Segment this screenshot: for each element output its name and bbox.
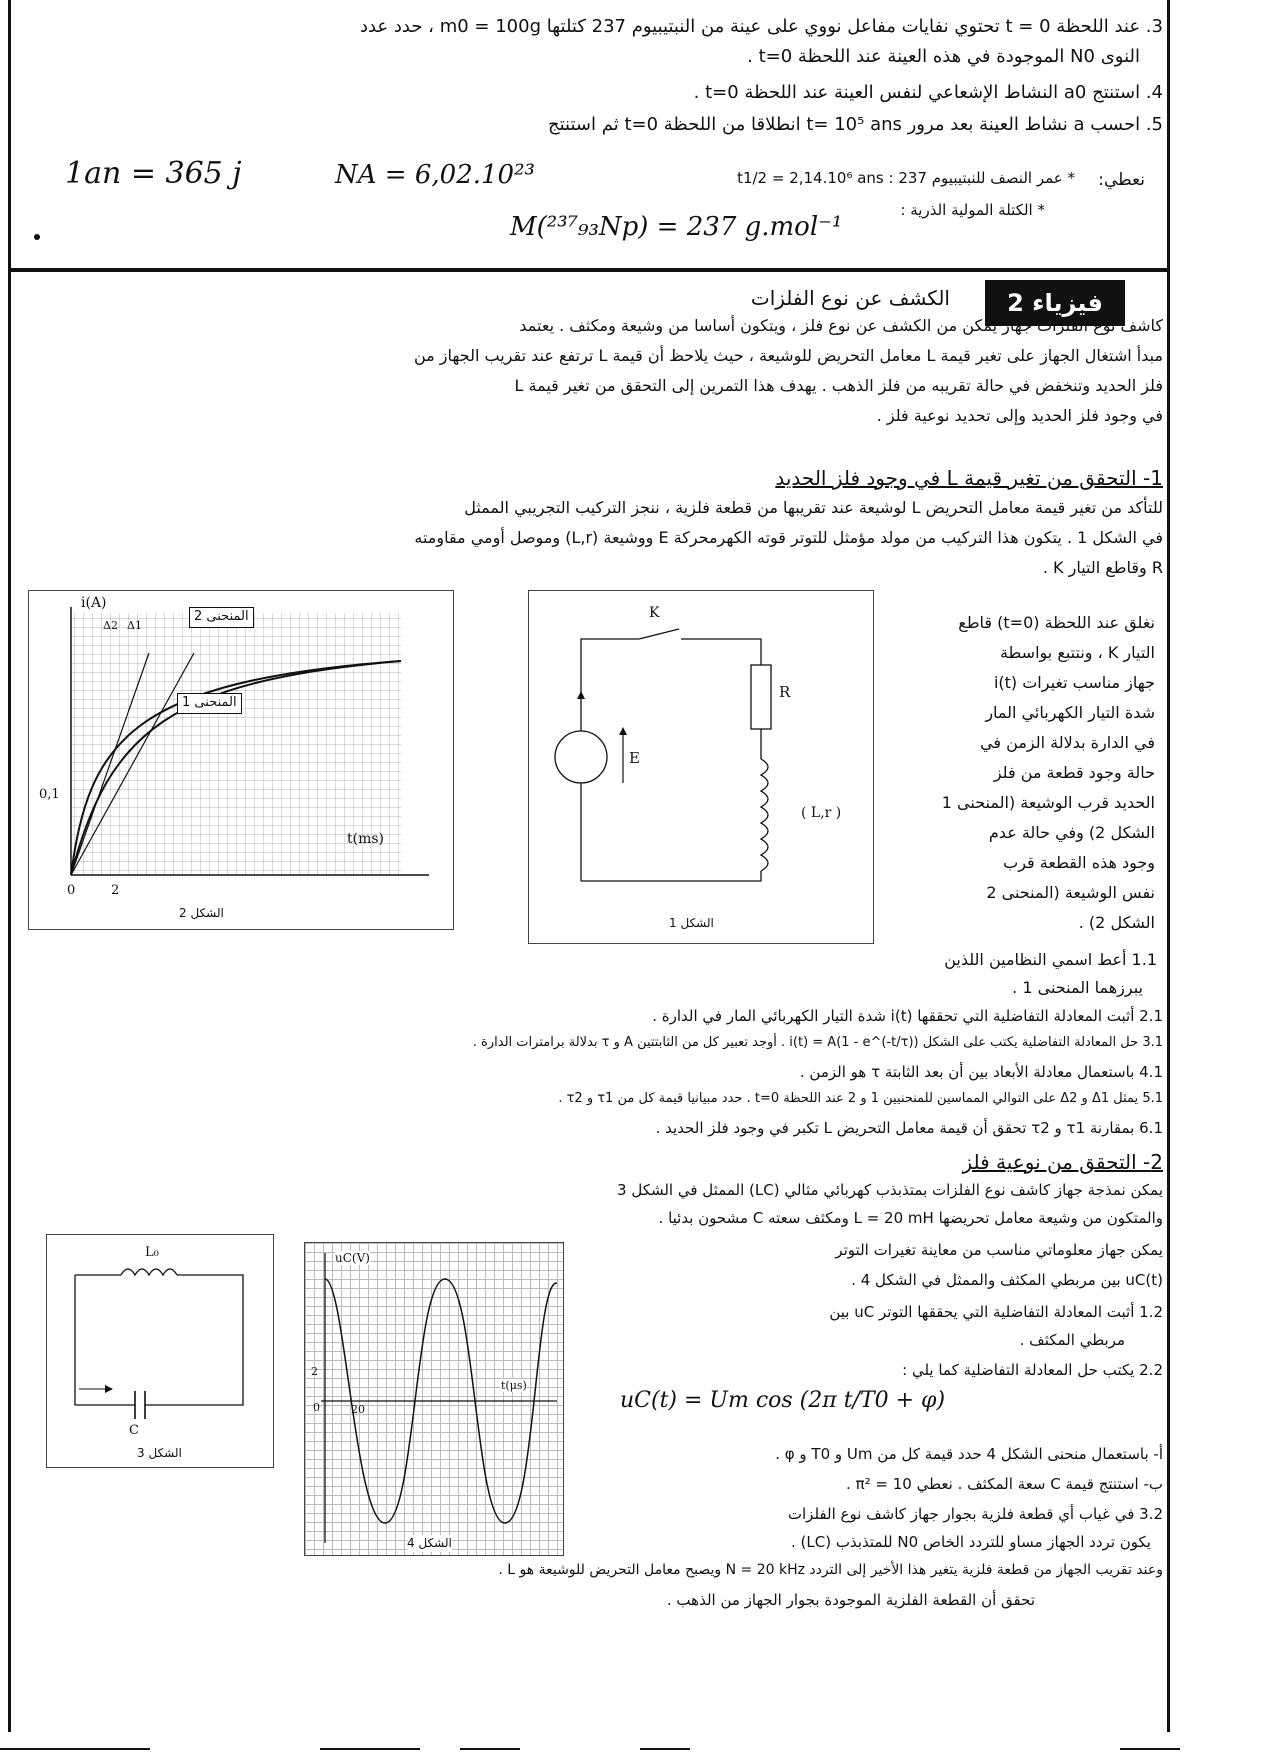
fig2-y-tick: 0,1 <box>39 787 60 802</box>
bullet-dot <box>34 234 40 240</box>
intro-line-2: مبدأ اشتغال الجهاز على تغير قيمة L معامل التحريض للوشيعة ، حيث يلاحظ أن قيمة L ترتفع عند تقريب الجهاز من <box>413 346 1163 365</box>
given-label: نعطي: <box>1098 170 1145 190</box>
fig4-ylabel: uC(V) <box>335 1251 370 1265</box>
part1-intro-1: للتأكد من تغير قيمة معامل التحريض L لوشيعة عند تقريبها من قطعة فلزية ، ننجز التركيب التجريبي الممثل <box>464 498 1163 517</box>
part1-intro-2: في الشكل 1 . يتكون هذا التركيب من مولد مؤمثل للتوتر قوته الكهرمحركة E ووشيعة (L,r) وموصل أومي مقاومته <box>414 528 1163 547</box>
fig1-e: E <box>629 749 640 767</box>
intro-line-4: في وجود فلز الحديد وإلى تحديد نوعية فلز . <box>876 406 1163 425</box>
side-description: نغلق عند اللحظة (t=0) قاطع التيار K ، ونتتبع بواسطة جهاز مناسب تغيرات i(t) شدة التيار الكهربائي المار في الدارة بدلالة الزمن في حالة وجود قطعة من فلز الحديد قرب الوشيعة (المنحنى 1 الشكل 2) وفي حالة عدم وجود هذه القطعة قرب نفس الوشيعة (المنحنى 2 الشكل 2) . <box>941 613 1155 932</box>
coil-l <box>121 1269 177 1275</box>
q-1-2-cont: مربطي المكثف . <box>1019 1331 1125 1349</box>
q-2-1: 2.1 أثبت المعادلة التفاضلية التي تحققها i(t) شدة التيار الكهربائي المار في الدارة . <box>652 1007 1163 1025</box>
figure-2 <box>28 590 454 930</box>
q-3-2-c: وعند تقريب الجهاز من قطعة فلزية يتغير هذا الأخير إلى التردد N = 20 kHz ويصبح معامل التحريض للوشيعة هو L . <box>498 1562 1163 1578</box>
fig4-x20: 20 <box>351 1403 365 1416</box>
q-5-1: 5.1 يمثل Δ1 و Δ2 على التوالي المماسين للمنحنيين 1 و 2 عند اللحظة t=0 . حدد مبيانيا قيمة كل من τ1 و τ2 . <box>558 1091 1163 1106</box>
fig2-caption: الشكل 2 <box>179 906 224 920</box>
q-2-2-equation: uC(t) = Um cos (2π t/T0 + φ) <box>620 1388 946 1413</box>
bottom-rule-4 <box>640 1748 690 1750</box>
avogadro: NA = 6,02.10²³ <box>335 160 535 190</box>
q-3-2-b: يكون تردد الجهاز مساو للتردد الخاص N0 للمتذبذب (LC) . <box>790 1533 1151 1551</box>
given-half-life: * عمر النصف للنبتيبيوم 237 : t1/2 = 2,14.10⁶ ans <box>737 169 1075 187</box>
intro-line-1: كاشف نوع الفلزات جهاز يمكن من الكشف عن نوع فلز ، ويتكون أساسا من وشيعة ومكثف . يعتمد <box>519 316 1163 335</box>
fig2-curve1-label: المنحنى 1 <box>177 693 242 714</box>
fig1-k: K <box>649 605 660 621</box>
q-3-1: 3.1 حل المعادلة التفاضلية يكتب على الشكل i(t) = A(1 - e^(-t/τ)) . أوجد تعبير كل من الثابتتين A و τ بدلالة برامترات الدارة . <box>472 1035 1163 1050</box>
figure-3 <box>46 1234 274 1468</box>
intro-line-3: فلز الحديد وتنخفض في حالة تقريبه من فلز الذهب . يهدف هذا التمرين إلى التحقق من تغير قيمة L <box>514 376 1163 395</box>
question-4: 4. استنتج a0 النشاط الإشعاعي لنفس العينة عند اللحظة t=0 . <box>693 82 1163 103</box>
bottom-rule-3 <box>460 1748 520 1750</box>
fig1-lr: ( L,r ) <box>801 805 842 821</box>
q-2-2-b: ب- استنتج قيمة C سعة المكثف . نعطي π² = 10 . <box>846 1475 1163 1493</box>
fig4-y2: 2 <box>311 1365 318 1378</box>
fig2-x2: 2 <box>111 883 120 898</box>
bottom-rule-5 <box>1120 1748 1180 1750</box>
fig1-caption: الشكل 1 <box>669 916 714 930</box>
fig4-caption: الشكل 4 <box>407 1535 452 1552</box>
q-2-2-a: أ- باستعمال منحنى الشكل 4 حدد قيمة كل من Um و T0 و φ . <box>775 1445 1163 1463</box>
figure-4 <box>304 1242 564 1556</box>
q-3-2: 3.2 في غياب أي قطعة فلزية بجوار جهاز كاشف نوع الفلزات <box>787 1505 1163 1523</box>
exercise-badge: فيزياء 2 <box>985 280 1125 326</box>
q-6-1: 6.1 بمقارنة τ1 و τ2 تحقق أن قيمة معامل التحريض L تكبر في وجود فلز الحديد . <box>655 1119 1163 1137</box>
generator-e <box>555 731 607 783</box>
q-4-1: 4.1 باستعمال معادلة الأبعاد بين أن بعد الثابتة τ هو الزمن . <box>799 1063 1163 1081</box>
switch-k <box>639 629 679 639</box>
part2-intro-4: uC(t) بين مربطي المكثف والممثل في الشكل 4 . <box>851 1271 1163 1289</box>
q-1-2: 1.2 أثبت المعادلة التفاضلية التي يحققها التوتر uC بين <box>829 1303 1163 1321</box>
part2-intro-1: يمكن نمذجة جهاز كاشف نوع الفلزات بمتذبذب كهربائي مثالي (LC) الممثل في الشكل 3 <box>617 1181 1163 1199</box>
fig1-r: R <box>779 683 791 701</box>
fig3-l: L₀ <box>145 1245 159 1260</box>
bottom-rule-2 <box>320 1748 420 1750</box>
part2-title: 2- التحقق من نوعية فلز <box>962 1150 1163 1174</box>
q-2-2: 2.2 يكتب حل المعادلة التفاضلية كما يلي : <box>902 1361 1163 1379</box>
question-3-cont: النوى N0 الموجودة في هذه العينة عند اللحظة t=0 . <box>747 46 1140 67</box>
fig3-c: C <box>129 1423 139 1438</box>
fig4-x0: 0 <box>313 1401 320 1414</box>
part2-intro-2: والمتكون من وشيعة معامل تحريضها L = 20 mH ومكثف سعته C مشحون بدئيا . <box>658 1209 1163 1227</box>
fig2-curve2-label: المنحنى 2 <box>189 607 254 628</box>
given-molar-label: * الكتلة المولية الذرية : <box>900 201 1045 219</box>
fig2-ylabel: i(A) <box>81 595 107 611</box>
resistor-r <box>751 665 771 729</box>
part1-intro-3: R وقاطع التيار K . <box>1042 558 1163 577</box>
year-conversion: 1an = 365 j <box>65 156 242 191</box>
fig2-xlabel: t(ms) <box>347 831 385 847</box>
fig2-d2: Δ2 <box>103 619 118 632</box>
q-3-2-d: تحقق أن القطعة الفلزية الموجودة بجوار الجهاز من الذهب . <box>666 1591 1035 1609</box>
molar-mass: M(²³⁷₉₃Np) = 237 g.mol⁻¹ <box>510 212 843 242</box>
question-3: 3. عند اللحظة t = 0 تحتوي نفايات مفاعل نووي على عينة من النبتيبيوم 237 كتلتها m0 = 100g ، حدد عدد <box>359 16 1163 37</box>
exercise-title: الكشف عن نوع الفلزات <box>750 286 950 310</box>
fig2-x0: 0 <box>67 883 76 898</box>
question-5: 5. احسب a نشاط العينة بعد مرور t= 10⁵ ans انطلاقا من اللحظة t=0 ثم استنتج <box>548 114 1163 135</box>
part1-title: 1- التحقق من تغير قيمة L في وجود فلز الحديد <box>775 466 1163 490</box>
q-1-1: 1.1 أعط اسمي النظامين اللذين <box>944 950 1157 969</box>
fig3-caption: الشكل 3 <box>137 1446 182 1460</box>
fig4-xlabel: t(μs) <box>501 1379 527 1392</box>
bottom-rule-1 <box>0 1748 150 1750</box>
q-1-1-cont: يبرزهما المنحنى 1 . <box>1012 978 1143 997</box>
coil-lr <box>761 759 768 871</box>
figure-1 <box>528 590 874 944</box>
fig2-d1: Δ1 <box>127 619 142 632</box>
part2-intro-3: يمكن جهاز معلوماتي مناسب من معاينة تغيرات التوتر <box>835 1241 1163 1259</box>
